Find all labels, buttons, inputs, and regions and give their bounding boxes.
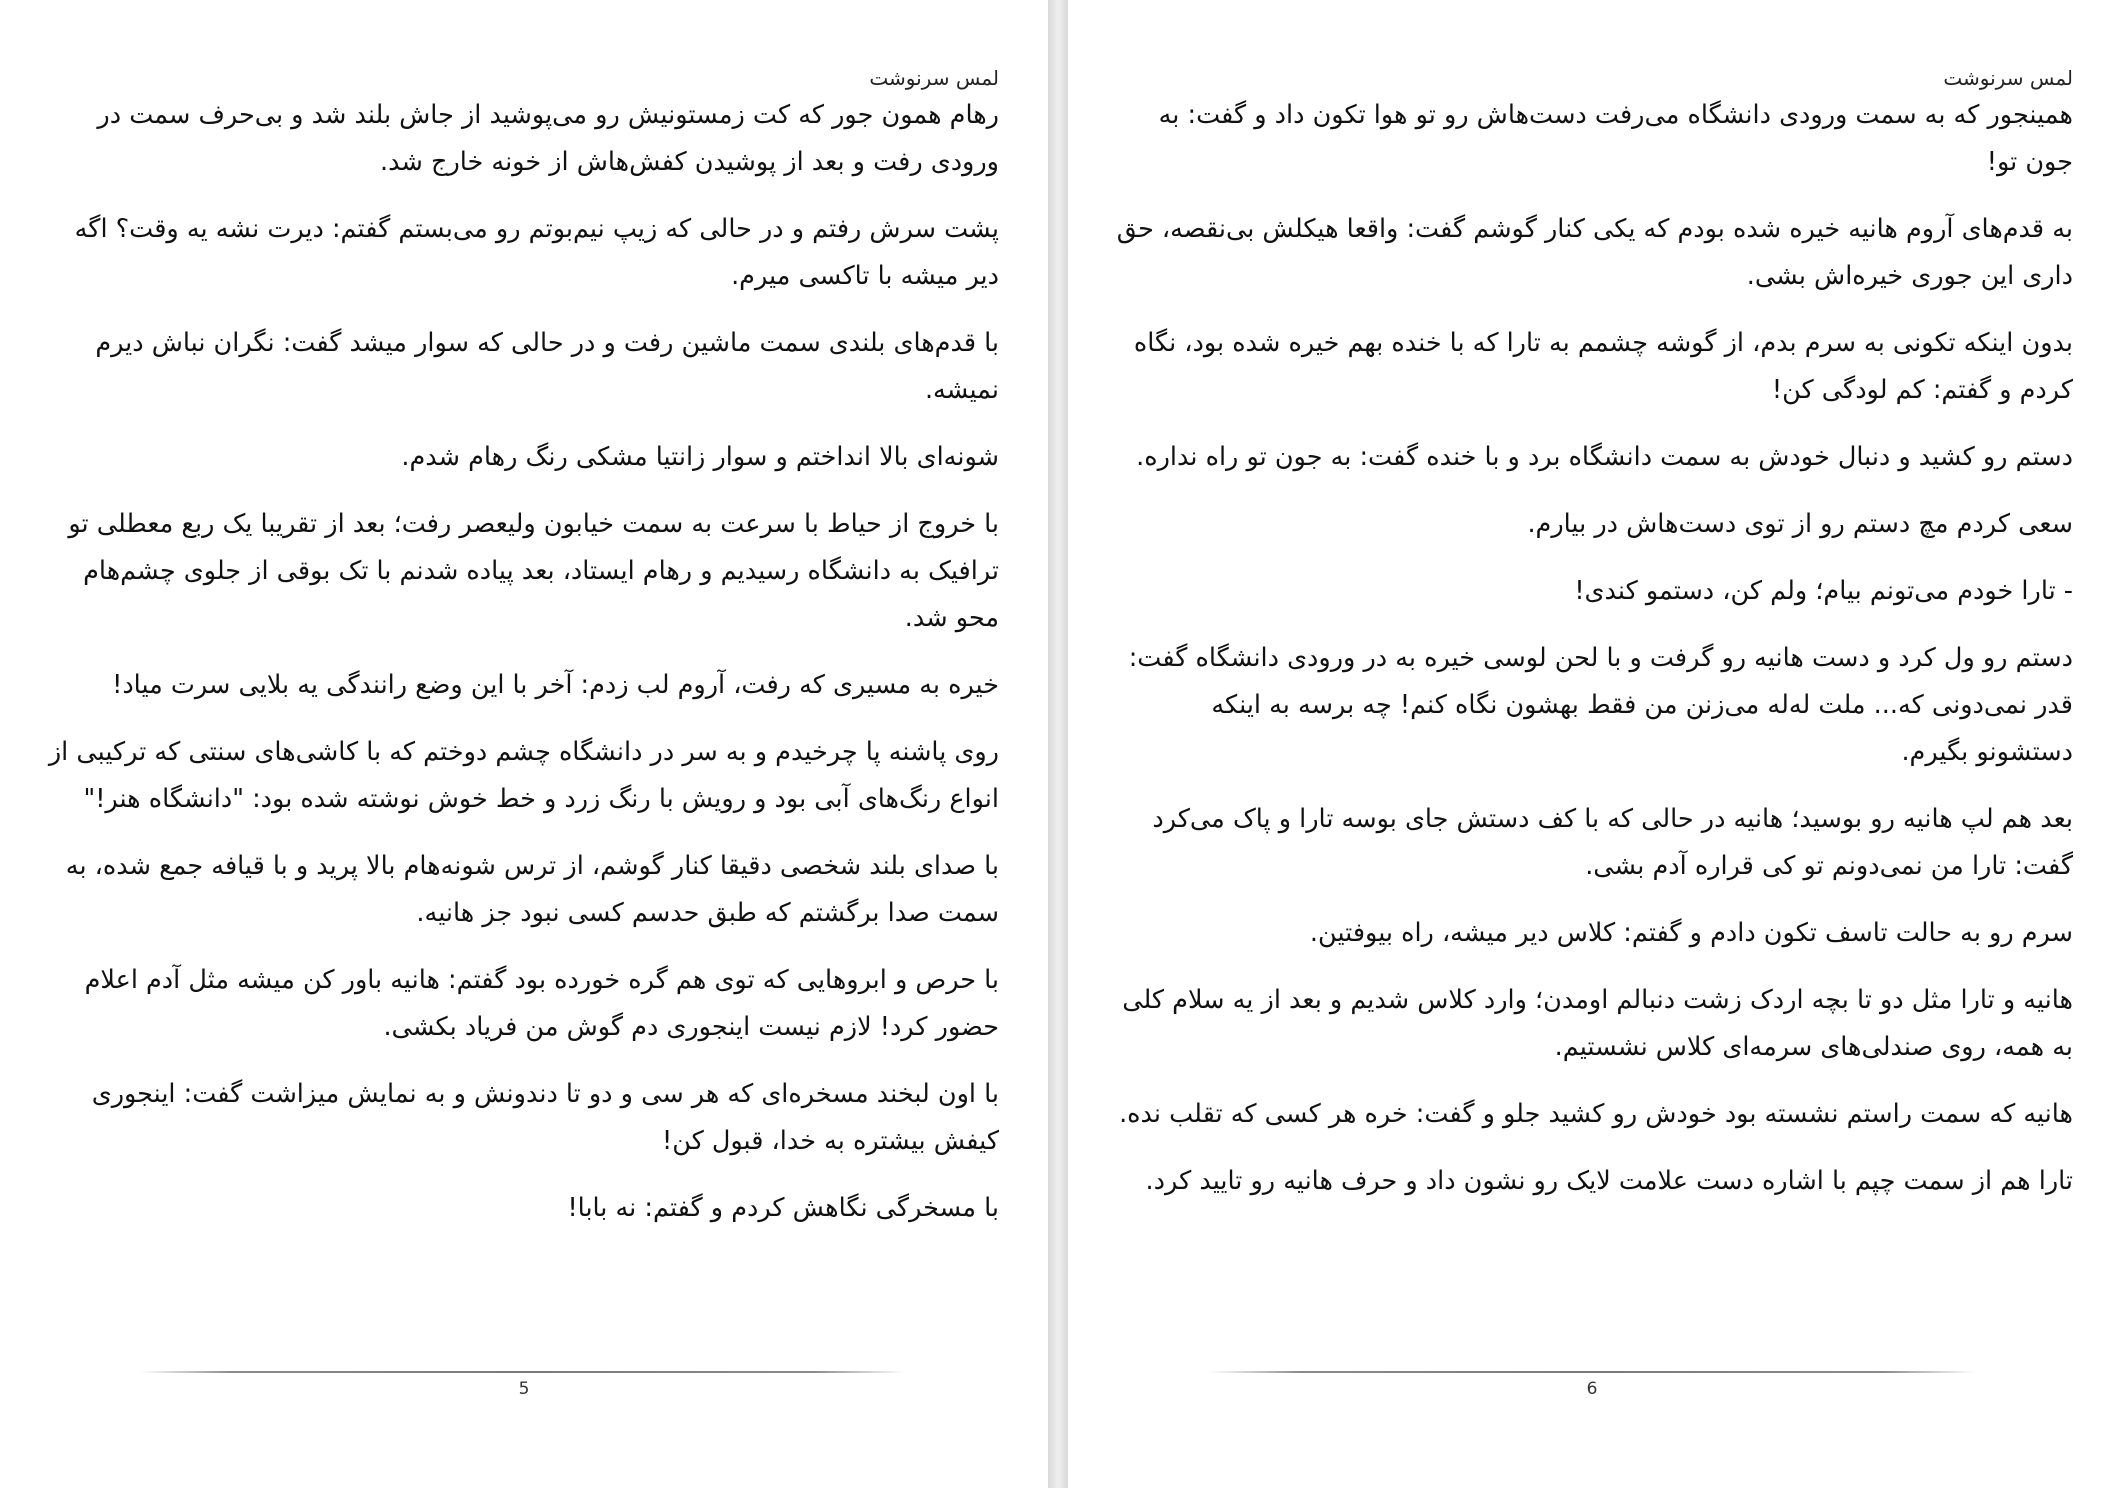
- paragraph: با صدای بلند شخصی دقیقا کنار گوشم، از ترس شونه‌هام بالا پرید و با قیافه جمع شده، به سمت صدا برگشتم که طبق حدسم کسی نبود جز هانیه.: [65, 851, 999, 928]
- book-page-left: [0, 0, 1048, 1488]
- book-page-right: [1068, 0, 2116, 1488]
- footer-divider: [140, 1371, 905, 1373]
- paragraph: بدون اینکه تکونی به سرم بدم، از گوشه چشمم به تارا که با خنده بهم خیره شده بود، نگاه کردم و گفتم: کم لودگی کن!: [1133, 328, 2073, 405]
- paragraph: رهام همون جور که کت زمستونیش رو می‌پوشید از جاش بلند شد و بی‌حرف سمت در ورودی رفت و بعد از پوشیدن کفش‌هاش از خونه خارج شد.: [97, 100, 999, 177]
- paragraph: شونه‌ای بالا انداختم و سوار زانتیا مشکی رنگ رهام شدم.: [401, 442, 999, 472]
- paragraph: - تارا خودم می‌تونم بیام؛ ولم کن، دستمو کندی!: [1574, 576, 2073, 606]
- paragraph: با حرص و ابروهایی که توی هم گره خورده بود گفتم: هانیه باور کن میشه مثل آدم اعلام حضور کرد! لازم نیست اینجوری دم گوش من فریاد بکشی.: [84, 965, 999, 1042]
- paragraph: با اون لبخند مسخره‌ای که هر سی و دو تا دندونش و به نمایش میزاشت گفت: اینجوری کیفش بیشتره به خدا، قبول کن!: [91, 1079, 999, 1156]
- paragraph: بعد هم لپ هانیه رو بوسید؛ هانیه در حالی که با کف دستش جای بوسه تارا و پاک می‌کرد گفت: تارا من نمی‌دونم تو کی قراره آدم بشی.: [1152, 804, 2073, 881]
- paragraph: سرم رو به حالت تاسف تکون دادم و گفتم: کلاس دیر میشه، راه بیوفتین.: [1309, 918, 2073, 948]
- footer-divider: [1210, 1371, 1975, 1373]
- page-number: 5: [518, 1379, 530, 1399]
- page-body: [1109, 92, 2073, 1225]
- running-header: لمس سرنوشت: [869, 66, 999, 90]
- paragraph: هانیه و تارا مثل دو تا بچه اردک زشت دنبالم اومدن؛ وارد کلاس شدیم و بعد از یه سلام کلی به همه، روی صندلی‌های سرمه‌ای کلاس نشستیم.: [1122, 985, 2073, 1062]
- paragraph: با مسخرگی نگاهش کردم و گفتم: نه بابا!: [567, 1193, 999, 1223]
- paragraph: روی پاشنه پا چرخیدم و به سر در دانشگاه چشم دوختم که با کاشی‌های سنتی که ترکیبی از انواع رنگ‌های آبی بود و رویش با رنگ زرد و خط خوش نوشته شده بود: "دانشگاه هنر!": [48, 737, 999, 814]
- paragraph: به قدم‌های آروم هانیه خیره شده بودم که یکی کنار گوشم گفت: واقعا هیکلش بی‌نقصه، حق داری این جوری خیره‌اش بشی.: [1116, 214, 2073, 291]
- paragraph: با قدم‌های بلندی سمت ماشین رفت و در حالی که سوار میشد گفت: نگران نباش دیرم نمیشه.: [95, 328, 999, 405]
- page-body: [39, 92, 999, 1252]
- paragraph: سعی کردم مچ دستم رو از توی دست‌هاش در بیارم.: [1527, 509, 2073, 539]
- running-header: لمس سرنوشت: [1943, 66, 2073, 90]
- paragraph: دستم رو ول کرد و دست هانیه رو گرفت و با لحن لوسی خیره به در ورودی دانشگاه گفت: قدر نمی‌دونی که... ملت له‌له می‌زنن من فقط بهشون نگاه کنم! چه برسه به اینکه دستشونو بگیرم.: [1128, 643, 2073, 767]
- paragraph: با خروج از حیاط با سرعت به سمت خیابون ولیعصر رفت؛ بعد از تقریبا یک ربع معطلی تو ترافیک به دانشگاه رسیدیم و رهام ایستاد، بعد پیاده شدنم با تک بوقی از جلوی چشم‌هام محو شد.: [68, 509, 999, 633]
- paragraph: همینجور که به سمت ورودی دانشگاه می‌رفت دست‌هاش رو تو هوا تکون داد و گفت: به جون تو!: [1158, 100, 2073, 177]
- paragraph: خیره به مسیری که رفت، آروم لب زدم: آخر با این وضع رانندگی یه بلایی سرت میاد!: [112, 670, 999, 700]
- paragraph: دستم رو کشید و دنبال خودش به سمت دانشگاه برد و با خنده گفت: به جون تو راه نداره.: [1136, 442, 2073, 472]
- page-number: 6: [1586, 1379, 1598, 1399]
- paragraph: هانیه که سمت راستم نشسته بود خودش رو کشید جلو و گفت: خره هر کسی که تقلب نده.: [1119, 1099, 2073, 1129]
- paragraph: تارا هم از سمت چپم با اشاره دست علامت لایک رو نشون داد و حرف هانیه رو تایید کرد.: [1145, 1166, 2073, 1196]
- paragraph: پشت سرش رفتم و در حالی که زیپ نیم‌بوتم رو می‌بستم گفتم: دیرت نشه یه وقت؟ اگه دیر میشه با تاکسی میرم.: [74, 214, 999, 291]
- page-gutter: [1048, 0, 1068, 1488]
